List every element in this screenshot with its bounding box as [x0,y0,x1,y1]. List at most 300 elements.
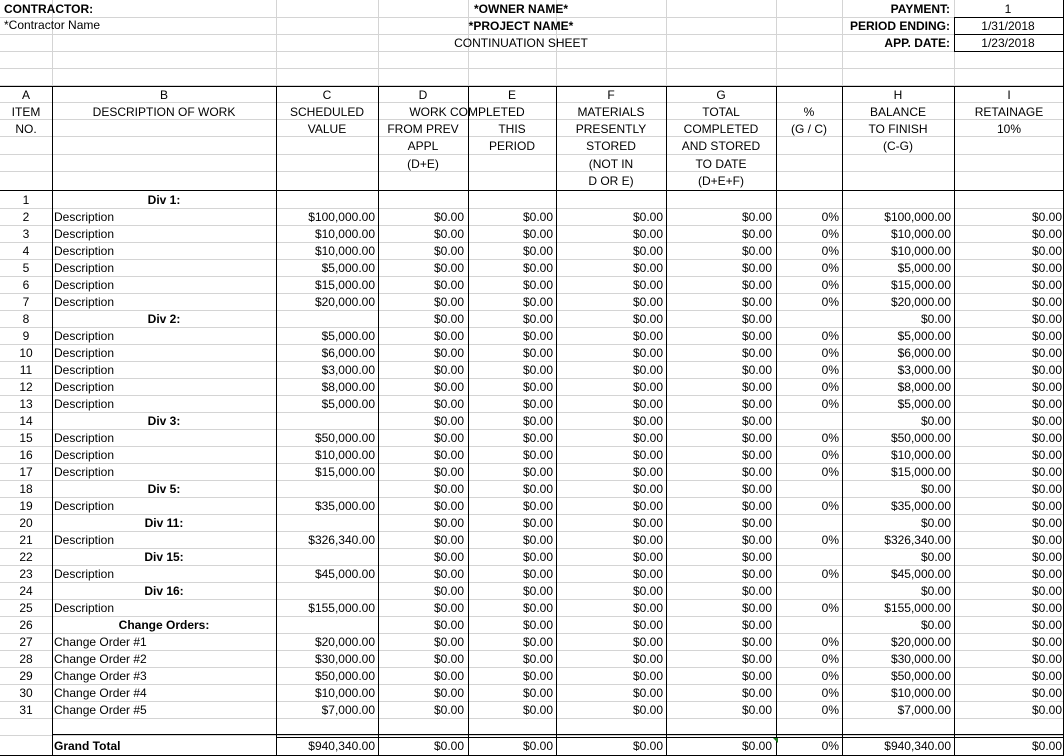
retainage: $0.00 [1031,227,1062,241]
balance-to-finish: $10,000.00 [890,448,951,462]
col-d-line3: (D+E) [407,157,439,171]
scheduled-value: $50,000.00 [314,431,375,445]
item-number: 17 [19,465,33,479]
table-row [0,464,1064,481]
work-from-prev: $0.00 [433,686,464,700]
total-completed: $0.00 [741,448,772,462]
table-row [0,413,1064,430]
materials-stored: $0.00 [632,550,663,564]
table-row [0,447,1064,464]
work-this-period: $0.00 [522,703,553,717]
item-number: 19 [19,499,33,513]
retainage: $0.00 [1031,669,1062,683]
work-this-period: $0.00 [522,499,553,513]
app-date-value[interactable]: 1/23/2018 [981,36,1035,50]
work-this-period: $0.00 [522,346,553,360]
item-number: 11 [19,363,33,377]
division-heading: Div 5: [147,482,181,496]
retainage: $0.00 [1031,686,1062,700]
total-completed: $0.00 [741,329,772,343]
division-heading: Div 15: [144,550,184,564]
col-g-line4: TO DATE [695,157,747,171]
work-description[interactable]: Description [54,499,115,513]
col-h-line1: BALANCE [869,105,927,119]
percent-complete: 0% [821,465,839,479]
retainage: $0.00 [1031,567,1062,581]
grid-line [276,0,277,86]
grand-total-prev: $0.00 [433,739,464,753]
total-completed: $0.00 [741,499,772,513]
work-from-prev: $0.00 [433,669,464,683]
materials-stored: $0.00 [632,584,663,598]
total-completed: $0.00 [741,686,772,700]
percent-complete: 0% [821,295,839,309]
work-description[interactable]: Description [54,210,115,224]
work-this-period: $0.00 [522,550,553,564]
balance-to-finish: $6,000.00 [897,346,951,360]
division-heading: Div 2: [147,312,181,326]
grid-line [776,0,777,86]
contractor-label: CONTRACTOR: [4,2,94,16]
grid-line [0,735,1064,736]
balance-to-finish: $50,000.00 [890,431,951,445]
balance-to-finish: $5,000.00 [897,261,951,275]
work-this-period: $0.00 [522,431,553,445]
total-completed: $0.00 [741,278,772,292]
balance-to-finish: $5,000.00 [897,329,951,343]
table-row [0,396,1064,413]
work-this-period: $0.00 [522,227,553,241]
table-row [0,515,1064,532]
work-from-prev: $0.00 [433,533,464,547]
work-this-period: $0.00 [522,380,553,394]
balance-to-finish: $10,000.00 [890,227,951,241]
work-from-prev: $0.00 [433,227,464,241]
grand-total-stored: $0.00 [632,739,663,753]
item-number: 24 [19,584,33,598]
grid-line [52,734,276,735]
materials-stored: $0.00 [632,533,663,547]
work-description[interactable]: Description [54,278,115,292]
total-completed: $0.00 [741,295,772,309]
work-from-prev: $0.00 [433,414,464,428]
scheduled-value: $45,000.00 [314,567,375,581]
work-this-period: $0.00 [522,261,553,275]
item-number: 16 [19,448,33,462]
retainage: $0.00 [1031,210,1062,224]
total-completed: $0.00 [741,380,772,394]
table-row [0,549,1064,566]
table-row [0,294,1064,311]
materials-stored: $0.00 [632,652,663,666]
grand-total-percent: 0% [821,739,839,753]
materials-stored: $0.00 [632,346,663,360]
work-from-prev: $0.00 [433,465,464,479]
payment-value[interactable]: 1 [1004,2,1012,16]
scheduled-value: $15,000.00 [314,278,375,292]
grid-line [276,734,1064,735]
project-name[interactable]: *PROJECT NAME* [468,19,574,33]
total-completed: $0.00 [741,312,772,326]
work-description[interactable]: Description [54,465,115,479]
work-description[interactable]: Description [54,329,115,343]
grand-total-this: $0.00 [522,739,553,753]
retainage: $0.00 [1031,380,1062,394]
total-completed: $0.00 [741,584,772,598]
balance-to-finish: $20,000.00 [890,295,951,309]
retainage: $0.00 [1031,448,1062,462]
materials-stored: $0.00 [632,686,663,700]
percent-complete: 0% [821,567,839,581]
work-this-period: $0.00 [522,363,553,377]
balance-to-finish: $15,000.00 [890,278,951,292]
item-number: 30 [19,686,33,700]
table-row [0,311,1064,328]
materials-stored: $0.00 [632,312,663,326]
owner-name[interactable]: *OWNER NAME* [473,2,568,16]
table-row [0,498,1064,515]
work-from-prev: $0.00 [433,278,464,292]
work-from-prev: $0.00 [433,635,464,649]
percent-complete: 0% [821,227,839,241]
division-heading: Div 16: [144,584,184,598]
table-row [0,481,1064,498]
retainage: $0.00 [1031,465,1062,479]
grand-total-label: Grand Total [54,739,121,753]
work-from-prev: $0.00 [433,584,464,598]
total-completed: $0.00 [741,261,772,275]
item-number: 23 [19,567,33,581]
total-completed: $0.00 [741,465,772,479]
percent-complete: 0% [821,210,839,224]
table-row [0,277,1064,294]
percent-complete: 0% [821,669,839,683]
scheduled-value: $5,000.00 [321,397,375,411]
materials-stored: $0.00 [632,380,663,394]
work-from-prev: $0.00 [433,244,464,258]
balance-to-finish: $3,000.00 [897,363,951,377]
materials-stored: $0.00 [632,567,663,581]
table-row [0,430,1064,447]
materials-stored: $0.00 [632,227,663,241]
col-b-title: DESCRIPTION OF WORK [92,105,236,119]
materials-stored: $0.00 [632,448,663,462]
work-this-period: $0.00 [522,244,553,258]
col-b-letter: B [159,88,168,102]
scheduled-value: $50,000.00 [314,669,375,683]
table-row [0,362,1064,379]
total-completed: $0.00 [741,601,772,615]
materials-stored: $0.00 [632,244,663,258]
col-e-letter: E [507,88,516,102]
scheduled-value: $3,000.00 [321,363,375,377]
work-description[interactable]: Description [54,567,115,581]
work-this-period: $0.00 [522,601,553,615]
grid-line [666,0,667,86]
work-description[interactable]: Description [54,448,115,462]
materials-stored: $0.00 [632,669,663,683]
retainage: $0.00 [1031,652,1062,666]
work-description[interactable]: Description [54,363,115,377]
percent-complete: 0% [821,499,839,513]
scheduled-value: $10,000.00 [314,448,375,462]
percent-complete: 0% [821,703,839,717]
item-number: 1 [22,193,30,207]
work-description[interactable]: Description [54,244,115,258]
table-row [0,209,1064,226]
total-completed: $0.00 [741,652,772,666]
item-number: 20 [19,516,33,530]
total-completed: $0.00 [741,635,772,649]
division-heading: Div 1: [147,193,181,207]
work-description[interactable]: Description [54,346,115,360]
work-description[interactable]: Description [54,295,115,309]
work-this-period: $0.00 [522,448,553,462]
work-this-period: $0.00 [522,210,553,224]
work-from-prev: $0.00 [433,448,464,462]
grid-line [0,51,1064,52]
scheduled-value: $35,000.00 [314,499,375,513]
col-g-letter: G [716,88,726,102]
balance-to-finish: $10,000.00 [890,686,951,700]
total-completed: $0.00 [741,482,772,496]
retainage: $0.00 [1031,329,1062,343]
period-ending-label: PERIOD ENDING: [849,19,950,33]
col-a-title: ITEM [11,105,41,119]
table-row [0,328,1064,345]
table-row [0,260,1064,277]
work-this-period: $0.00 [522,278,553,292]
total-completed: $0.00 [741,397,772,411]
contractor-name[interactable]: *Contractor Name [4,18,101,32]
retainage: $0.00 [1031,295,1062,309]
work-description[interactable]: Change Order #3 [54,669,147,683]
col-f-letter: F [607,88,615,102]
work-from-prev: $0.00 [433,482,464,496]
materials-stored: $0.00 [632,261,663,275]
work-this-period: $0.00 [522,635,553,649]
retainage: $0.00 [1031,346,1062,360]
division-heading: Div 3: [147,414,181,428]
col-g-line2: COMPLETED [683,122,759,136]
materials-stored: $0.00 [632,329,663,343]
balance-to-finish: $45,000.00 [890,567,951,581]
col-pct-title: % [803,105,815,119]
work-description[interactable]: Description [54,533,115,547]
percent-complete: 0% [821,329,839,343]
table-row [0,226,1064,243]
balance-to-finish: $8,000.00 [897,380,951,394]
retainage: $0.00 [1031,516,1062,530]
work-from-prev: $0.00 [433,380,464,394]
retainage: $0.00 [1031,635,1062,649]
retainage: $0.00 [1031,278,1062,292]
retainage: $0.00 [1031,431,1062,445]
table-row [0,668,1064,685]
col-d-line2: APPL [407,139,439,153]
percent-complete: 0% [821,363,839,377]
sheet-title: CONTINUATION SHEET [454,36,588,50]
col-g-line1: TOTAL [702,105,740,119]
table-row [0,685,1064,702]
percent-complete: 0% [821,244,839,258]
materials-stored: $0.00 [632,482,663,496]
item-number: 29 [19,669,33,683]
col-d-letter: D [418,88,428,102]
work-from-prev: $0.00 [433,312,464,326]
total-completed: $0.00 [741,703,772,717]
total-completed: $0.00 [741,567,772,581]
work-from-prev: $0.00 [433,329,464,343]
retainage: $0.00 [1031,312,1062,326]
materials-stored: $0.00 [632,465,663,479]
col-h-line2: TO FINISH [868,122,928,136]
work-description[interactable]: Description [54,431,115,445]
materials-stored: $0.00 [632,499,663,513]
work-this-period: $0.00 [522,482,553,496]
scheduled-value: $6,000.00 [321,346,375,360]
col-h-letter: H [893,88,903,102]
scheduled-value: $15,000.00 [314,465,375,479]
work-from-prev: $0.00 [433,567,464,581]
payment-label: PAYMENT: [890,2,950,16]
total-completed: $0.00 [741,244,772,258]
item-number: 10 [19,346,33,360]
total-completed: $0.00 [741,550,772,564]
work-from-prev: $0.00 [433,652,464,666]
work-description[interactable]: Description [54,397,115,411]
item-number: 6 [22,278,30,292]
balance-to-finish: $30,000.00 [890,652,951,666]
work-completed-header: WORK COMPLETED [409,105,525,119]
col-c-letter: C [322,88,332,102]
retainage: $0.00 [1031,482,1062,496]
balance-to-finish: $326,340.00 [884,533,951,547]
item-number: 22 [19,550,33,564]
percent-complete: 0% [821,261,839,275]
item-number: 2 [22,210,30,224]
total-completed: $0.00 [741,669,772,683]
work-description[interactable]: Change Order #4 [54,686,147,700]
materials-stored: $0.00 [632,431,663,445]
work-description[interactable]: Description [54,227,115,241]
item-number: 14 [19,414,33,428]
balance-to-finish: $100,000.00 [884,210,951,224]
work-description[interactable]: Change Order #2 [54,652,147,666]
retainage: $0.00 [1031,499,1062,513]
work-description[interactable]: Description [54,601,115,615]
grid-line [954,51,1064,52]
item-number: 8 [22,312,30,326]
col-pct-sub: (G / C) [791,122,827,136]
balance-to-finish: $0.00 [920,584,951,598]
balance-to-finish: $15,000.00 [890,465,951,479]
col-f-line3: STORED [586,139,636,153]
percent-complete: 0% [821,601,839,615]
percent-complete: 0% [821,431,839,445]
retainage: $0.00 [1031,397,1062,411]
work-description[interactable]: Description [54,261,115,275]
work-description[interactable]: Description [54,380,115,394]
grand-total-row [0,738,1064,755]
col-g-line3: AND STORED [681,139,761,153]
percent-complete: 0% [821,397,839,411]
work-from-prev: $0.00 [433,261,464,275]
retainage: $0.00 [1031,601,1062,615]
item-number: 26 [19,618,33,632]
scheduled-value: $20,000.00 [314,635,375,649]
work-this-period: $0.00 [522,397,553,411]
col-g-line5: (D+E+F) [697,174,744,188]
table-row [0,651,1064,668]
percent-complete: 0% [821,448,839,462]
work-from-prev: $0.00 [433,397,464,411]
retainage: $0.00 [1031,584,1062,598]
division-heading: Change Orders: [118,618,210,632]
total-completed: $0.00 [741,516,772,530]
materials-stored: $0.00 [632,295,663,309]
balance-to-finish: $7,000.00 [897,703,951,717]
percent-complete: 0% [821,278,839,292]
col-a-sub: NO. [15,122,37,136]
balance-to-finish: $0.00 [920,414,951,428]
work-this-period: $0.00 [522,669,553,683]
work-from-prev: $0.00 [433,346,464,360]
col-h-line3: (C-G) [883,139,913,153]
item-number: 3 [22,227,30,241]
table-row [0,532,1064,549]
col-f-line2: PRESENTLY [575,122,647,136]
table-row [0,566,1064,583]
work-description[interactable]: Change Order #5 [54,703,147,717]
work-this-period: $0.00 [522,516,553,530]
col-f-line1: MATERIALS [577,105,645,119]
period-ending-value[interactable]: 1/31/2018 [981,19,1035,33]
work-this-period: $0.00 [522,567,553,581]
grid-line [0,171,1064,172]
col-a-letter: A [21,88,30,102]
scheduled-value: $155,000.00 [308,601,375,615]
scheduled-value: $8,000.00 [321,380,375,394]
table-row [0,600,1064,617]
grid-line [0,190,1064,191]
item-number: 18 [19,482,33,496]
item-number: 9 [22,329,30,343]
work-description[interactable]: Change Order #1 [54,635,147,649]
work-this-period: $0.00 [522,618,553,632]
total-completed: $0.00 [741,210,772,224]
grand-total-retainage: $0.00 [1031,739,1062,753]
materials-stored: $0.00 [632,414,663,428]
scheduled-value: $326,340.00 [308,533,375,547]
balance-to-finish: $35,000.00 [890,499,951,513]
col-c-sub: VALUE [307,122,347,136]
table-row [0,345,1064,362]
scheduled-value: $100,000.00 [308,210,375,224]
work-from-prev: $0.00 [433,499,464,513]
scheduled-value: $10,000.00 [314,227,375,241]
scheduled-value: $7,000.00 [321,703,375,717]
retainage: $0.00 [1031,363,1062,377]
work-this-period: $0.00 [522,414,553,428]
table-row [0,617,1064,634]
scheduled-value: $30,000.00 [314,652,375,666]
materials-stored: $0.00 [632,601,663,615]
app-date-label: APP. DATE: [884,36,950,50]
grand-total-completed: $0.00 [741,739,772,753]
cell-error-marker-icon [773,738,778,743]
table-row [0,583,1064,600]
